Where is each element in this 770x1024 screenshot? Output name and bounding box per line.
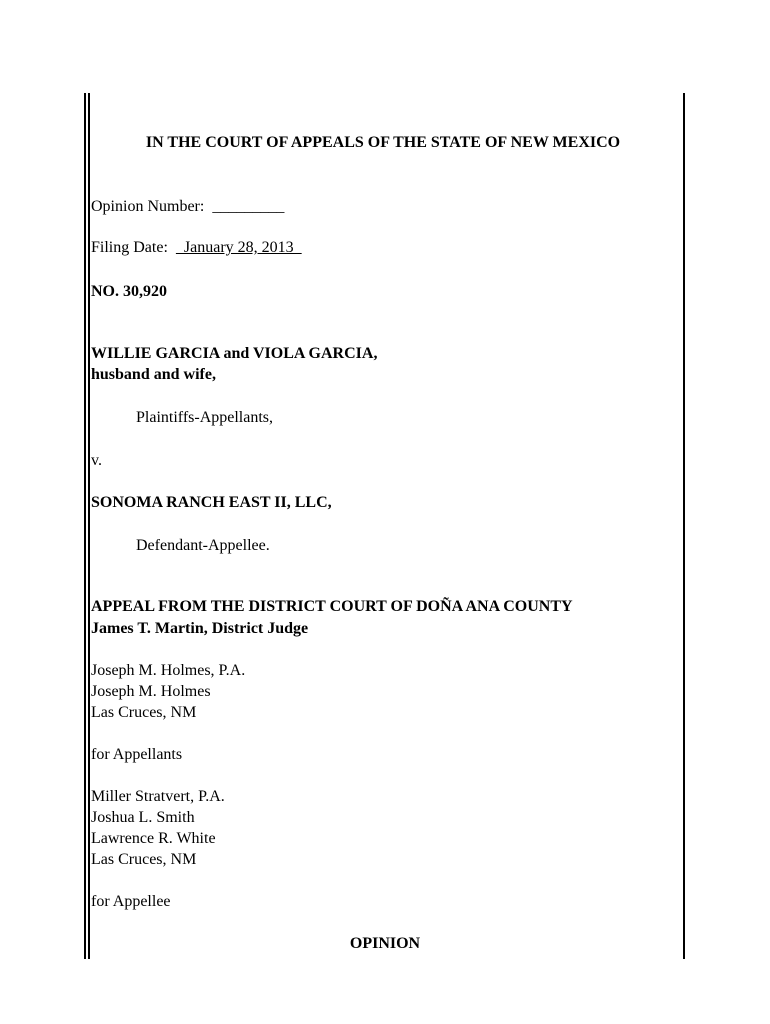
left-margin-rule-inner [88, 93, 90, 959]
appellants-attorney: Joseph M. Holmes [91, 683, 211, 700]
for-appellee: for Appellee [91, 893, 171, 910]
appellee-attorney-1: Joshua L. Smith [91, 809, 195, 826]
filing-date-value: January 28, 2013 [175, 239, 302, 256]
appellants-city: Las Cruces, NM [91, 704, 197, 721]
defendant-name: SONOMA RANCH EAST II, LLC, [91, 494, 332, 511]
court-heading: IN THE COURT OF APPEALS OF THE STATE OF NEW MEXICO [145, 134, 621, 151]
defendant-role: Defendant-Appellee. [136, 537, 270, 554]
filing-date-label: Filing Date: [91, 239, 168, 256]
plaintiffs-description: husband and wife, [91, 366, 216, 383]
opinion-number-label: Opinion Number: [91, 198, 205, 215]
opinion-number-value: _________ [212, 198, 285, 215]
opinion-number-line [91, 196, 284, 217]
district-judge: James T. Martin, District Judge [91, 620, 309, 637]
appellants-firm: Joseph M. Holmes, P.A. [91, 662, 246, 679]
versus: v. [91, 452, 102, 469]
opinion-title: OPINION [349, 935, 421, 952]
appellee-firm: Miller Stratvert, P.A. [91, 788, 225, 805]
for-appellants: for Appellants [91, 746, 183, 763]
plaintiffs-names: WILLIE GARCIA and VIOLA GARCIA, [91, 345, 378, 362]
filing-date-line [91, 237, 302, 258]
right-margin-rule [683, 93, 685, 959]
docket-number: NO. 30,920 [91, 283, 167, 300]
appellee-attorney-2: Lawrence R. White [91, 830, 216, 847]
appeal-heading: APPEAL FROM THE DISTRICT COURT OF DOÑA ANA COUNTY [91, 598, 573, 615]
appellee-city: Las Cruces, NM [91, 851, 197, 868]
plaintiffs-role: Plaintiffs-Appellants, [136, 409, 274, 426]
left-margin-rule-outer [84, 93, 86, 959]
